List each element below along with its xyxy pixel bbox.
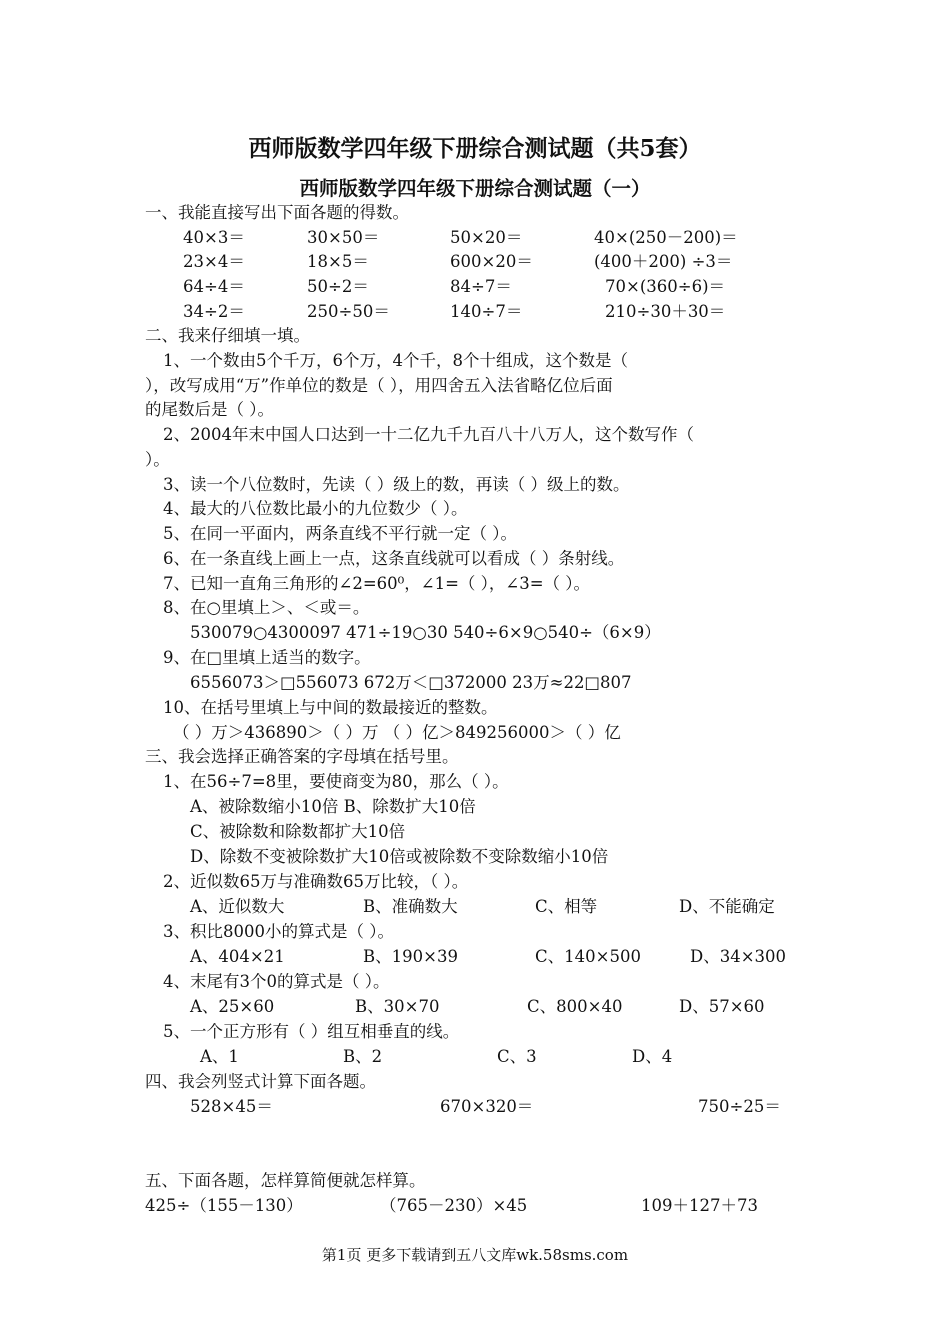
calc-item: 109＋127＋73 bbox=[641, 1196, 758, 1215]
question-items: 6556073＞□556073 672万＜□372000 23万≈22□807 bbox=[190, 673, 632, 692]
question-text: 2、近似数65万与准确数65万比较，（ ）。 bbox=[163, 872, 469, 891]
option: B、准确数大 bbox=[363, 897, 458, 916]
option: D、不能确定 bbox=[679, 897, 775, 916]
option-line: D、除数不变被除数扩大10倍或被除数不变除数缩小10倍 bbox=[190, 847, 609, 866]
question-text: 9、在□里填上适当的数字。 bbox=[163, 648, 371, 667]
question-items: （ ）万＞436890＞（ ）万 （ ）亿＞849256000＞（ ）亿 bbox=[173, 723, 621, 742]
option: D、57×60 bbox=[679, 997, 765, 1016]
section-5-heading: 五、下面各题，怎样算简便就怎样算。 bbox=[145, 1171, 426, 1190]
question-text: 4、末尾有3个0的算式是（ ）。 bbox=[163, 972, 390, 991]
document-title: 西师版数学四年级下册综合测试题（共5套） bbox=[248, 135, 702, 162]
calc-item: (400＋200) ÷3＝ bbox=[594, 252, 733, 271]
option: B、30×70 bbox=[355, 997, 440, 1016]
calc-item: 23×4＝ bbox=[183, 252, 245, 271]
calc-item: 600×20＝ bbox=[450, 252, 533, 271]
option: A、404×21 bbox=[190, 947, 285, 966]
option-line: A、被除数缩小10倍 B、除数扩大10倍 bbox=[190, 797, 476, 816]
calc-item: 40×(250－200)＝ bbox=[594, 228, 738, 247]
option: C、800×40 bbox=[527, 997, 623, 1016]
option: A、25×60 bbox=[190, 997, 275, 1016]
option: A、1 bbox=[200, 1047, 239, 1066]
calc-item: 670×320＝ bbox=[440, 1097, 534, 1116]
question-text: 5、在同一平面内，两条直线不平行就一定（ ）。 bbox=[163, 524, 517, 543]
question-text: 1、在56÷7=8里，要使商变为80，那么（ ）。 bbox=[163, 772, 509, 791]
option: C、3 bbox=[497, 1047, 537, 1066]
question-text: 2、2004年末中国人口达到一十二亿九千九百八十八万人，这个数写作（ bbox=[163, 425, 694, 444]
question-text: 3、积比8000小的算式是（ ）。 bbox=[163, 922, 394, 941]
question-text: 3、读一个八位数时，先读（ ）级上的数，再读（ ）级上的数。 bbox=[163, 475, 630, 494]
calc-item: 425÷（155－130） bbox=[145, 1196, 303, 1215]
section-3-heading: 三、我会选择正确答案的字母填在括号里。 bbox=[145, 747, 459, 766]
question-text: 8、在○里填上＞、＜或＝。 bbox=[163, 598, 370, 617]
page-footer: 第1页 更多下载请到五八文库wk.58sms.com bbox=[321, 1246, 629, 1264]
question-items: 530079○4300097 471÷19○30 540÷6×9○540÷（6×9） bbox=[190, 623, 661, 642]
option: B、190×39 bbox=[363, 947, 458, 966]
question-text: ）。 bbox=[145, 450, 170, 469]
option: B、2 bbox=[343, 1047, 383, 1066]
calc-item: 528×45＝ bbox=[190, 1097, 273, 1116]
calc-item: 70×(360÷6)＝ bbox=[605, 277, 726, 296]
question-text: 7、已知一直角三角形的∠2=60⁰，∠1=（ ），∠3=（ ）。 bbox=[163, 574, 591, 593]
option: D、4 bbox=[632, 1047, 673, 1066]
calc-item: 30×50＝ bbox=[307, 228, 380, 247]
calc-item: 40×3＝ bbox=[183, 228, 245, 247]
question-text: 5、一个正方形有（ ）组互相垂直的线。 bbox=[163, 1022, 460, 1041]
calc-item: 18×5＝ bbox=[307, 252, 369, 271]
option: C、140×500 bbox=[535, 947, 641, 966]
calc-item: 50×20＝ bbox=[450, 228, 523, 247]
calc-item: 64÷4＝ bbox=[183, 277, 245, 296]
section-4-heading: 四、我会列竖式计算下面各题。 bbox=[145, 1072, 376, 1091]
question-text: 10、在括号里填上与中间的数最接近的整数。 bbox=[163, 698, 498, 717]
calc-item: 84÷7＝ bbox=[450, 277, 512, 296]
calc-item: 50÷2＝ bbox=[307, 277, 369, 296]
calc-item: 250÷50＝ bbox=[307, 302, 390, 321]
calc-item: （765－230）×45 bbox=[380, 1196, 528, 1215]
calc-item: 140÷7＝ bbox=[450, 302, 523, 321]
test-subtitle: 西师版数学四年级下册综合测试题（一） bbox=[299, 177, 651, 200]
question-text: 1、一个数由5个千万，6个万，4个千，8个十组成，这个数是（ bbox=[163, 351, 628, 370]
section-2-heading: 二、我来仔细填一填。 bbox=[145, 326, 310, 345]
option: C、相等 bbox=[535, 897, 598, 916]
question-text: 6、在一条直线上画上一点，这条直线就可以看成（ ）条射线。 bbox=[163, 549, 625, 568]
question-text: 4、最大的八位数比最小的九位数少（ ）。 bbox=[163, 499, 468, 518]
question-text: ），改写成用“万”作单位的数是（ ），用四舍五入法省略亿位后面 bbox=[145, 376, 613, 395]
option-line: C、被除数和除数都扩大10倍 bbox=[190, 822, 406, 841]
question-text: 的尾数后是（ ）。 bbox=[145, 400, 274, 419]
calc-item: 210÷30＋30＝ bbox=[605, 302, 726, 321]
option: D、34×300 bbox=[690, 947, 787, 966]
section-1-heading: 一、我能直接写出下面各题的得数。 bbox=[145, 203, 409, 222]
calc-item: 34÷2＝ bbox=[183, 302, 245, 321]
calc-item: 750÷25＝ bbox=[698, 1097, 781, 1116]
option: A、近似数大 bbox=[190, 897, 285, 916]
